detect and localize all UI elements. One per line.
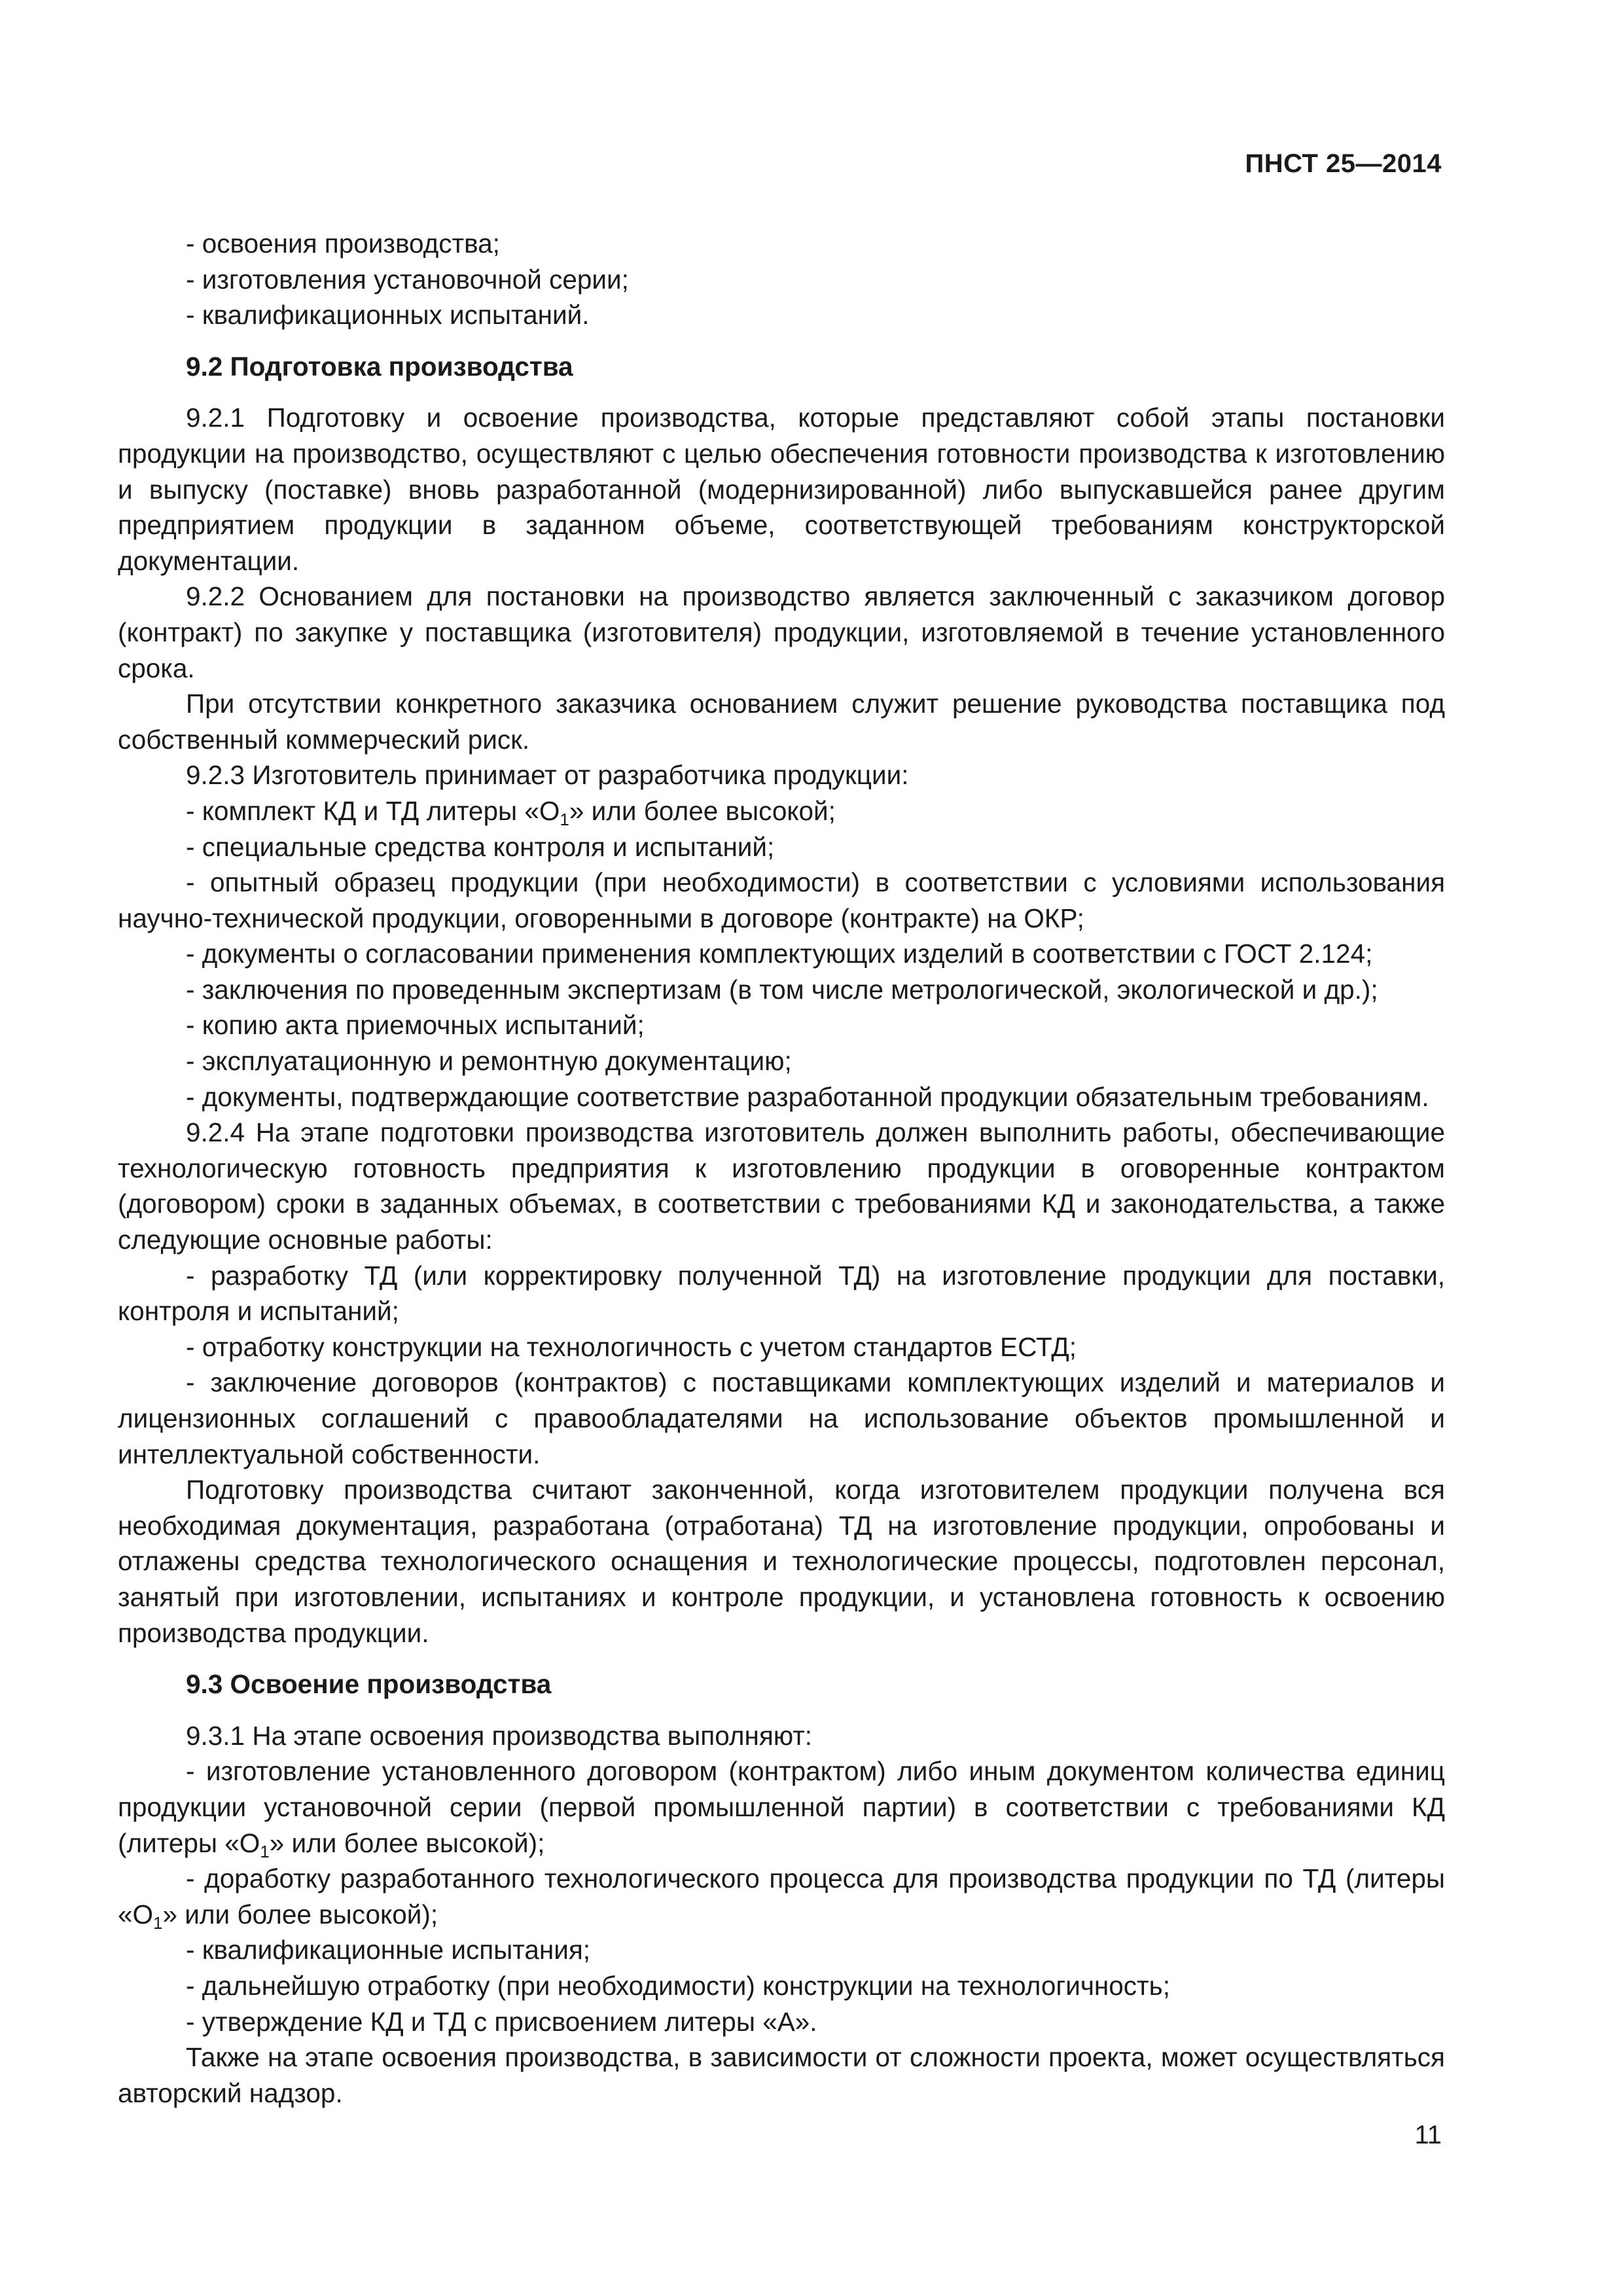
list-item: - квалификационных испытаний.: [186, 300, 590, 331]
list-item: - специальные средства контроля и испытаний;: [186, 831, 775, 862]
subscript: 1: [560, 809, 569, 829]
list-item-text: » или более высокой;: [569, 795, 836, 826]
page-number: 11: [1414, 2121, 1442, 2149]
list-item-text: - изготовление установленного договором (контрактом) либо иным документом количества единиц продукции установочной серии (первой промышленной партии) в соответствии с требованиями КД (литеры «О: [118, 1756, 1445, 1858]
list-item: - эксплуатационную и ремонтную документацию;: [186, 1046, 792, 1077]
list-item-text: » или более высокой);: [162, 1899, 438, 1929]
list-item: - отработку конструкции на технологичность с учетом стандартов ЕСТД;: [186, 1331, 1077, 1362]
list-item-text: - комплект КД и ТД литеры «О: [186, 795, 560, 826]
list-item: - опытный образец продукции (при необходимости) в соответствии с условиями использования научно-технической продукции, оговоренными в договоре (контракте) на ОКР;: [118, 867, 1445, 933]
list-item: - освоения производства;: [186, 228, 500, 259]
paragraph-9-2-3: 9.2.3 Изготовитель принимает от разработчика продукции:: [186, 760, 909, 791]
list-item: - заключения по проведенным экспертизам (в том числе метрологической, экологической и др.);: [186, 974, 1378, 1005]
list-item: - разработку ТД (или корректировку полученной ТД) на изготовление продукции для поставки, контроля и испытаний;: [118, 1260, 1445, 1327]
list-item: - квалификационные испытания;: [186, 1935, 591, 1965]
paragraph: Также на этапе освоения производства, в зависимости от сложности проекта, может осуществляться авторский надзор.: [118, 2042, 1445, 2108]
list-item: [118, 793, 1445, 829]
list-item: [118, 1753, 1445, 1861]
list-item: - документы о согласовании применения комплектующих изделий в соответствии с ГОСТ 2.124;: [186, 939, 1373, 969]
list-item: - утверждение КД и ТД с присвоением литеры «А».: [186, 2006, 817, 2037]
list-item: - документы, подтверждающие соответствие разработанной продукции обязательным требованиям.: [186, 1081, 1429, 1112]
list-item-text: » или более высокой);: [269, 1827, 545, 1858]
paragraph-9-2-2: 9.2.2 Основанием для постановки на производство является заключенный с заказчиком договор (контракт) по закупке у поставщика (изготовителя) продукции, изготовляемой в течение установленного срока.: [118, 581, 1445, 683]
list-item: - дальнейшую отработку (при необходимости) конструкции на технологичность;: [186, 1970, 1170, 2001]
paragraph-9-2-1: 9.2.1 Подготовку и освоение производства, которые представляют собой этапы постановки продукции на производство, осуществляют с целью обеспечения готовности производства к изготовлению и выпуску (поставке) вновь разработанной (модернизированной) либо выпускавшейся ранее другим предприятием продукции в заданном объеме, соответствующей требованиям конструкторской документации.: [118, 403, 1445, 576]
list-item: - копию акта приемочных испытаний;: [186, 1010, 645, 1041]
paragraph-9-3-1: 9.3.1 На этапе освоения производства выполняют:: [186, 1720, 813, 1751]
list-item: [118, 1861, 1445, 1932]
list-item-text: - доработку разработанного технологического процесса для производства продукции по ТД (литеры «О: [118, 1863, 1445, 1929]
section-heading-9-2: 9.2 Подготовка производства: [186, 351, 573, 382]
subscript: 1: [153, 1912, 163, 1933]
paragraph-9-2-4: 9.2.4 На этапе подготовки производства изготовитель должен выполнить работы, обеспечивающие технологическую готовность предприятия к изготовлению продукции в оговоренные контрактом (договором) сроки в заданных объемах, в соответствии с требованиями КД и законодательства, а также следующие основные работы:: [118, 1117, 1445, 1255]
paragraph: При отсутствии конкретного заказчика основанием служит решение руководства поставщика под собственный коммерческий риск.: [118, 689, 1445, 755]
section-heading-9-3: 9.3 Освоение производства: [186, 1669, 552, 1700]
subscript: 1: [260, 1841, 270, 1861]
paragraph: Подготовку производства считают законченной, когда изготовителем продукции получена вся необходимая документация, разработана (отработана) ТД на изготовление продукции, опробованы и отлажены средства технологического оснащения и технологические процессы, подготовлен персонал, занятый при изготовлении, испытаниях и контроле продукции, и установлена готовность к освоению производства продукции.: [118, 1475, 1445, 1648]
list-item: - изготовления установочной серии;: [186, 264, 629, 295]
document-body: [118, 226, 1445, 2111]
list-item: - заключение договоров (контрактов) с поставщиками комплектующих изделий и материалов и лицензионных соглашений с правообладателями на использование объектов промышленной и интеллектуальной собственности.: [118, 1367, 1445, 1469]
document-code: ПНСТ 25—2014: [1245, 149, 1442, 178]
